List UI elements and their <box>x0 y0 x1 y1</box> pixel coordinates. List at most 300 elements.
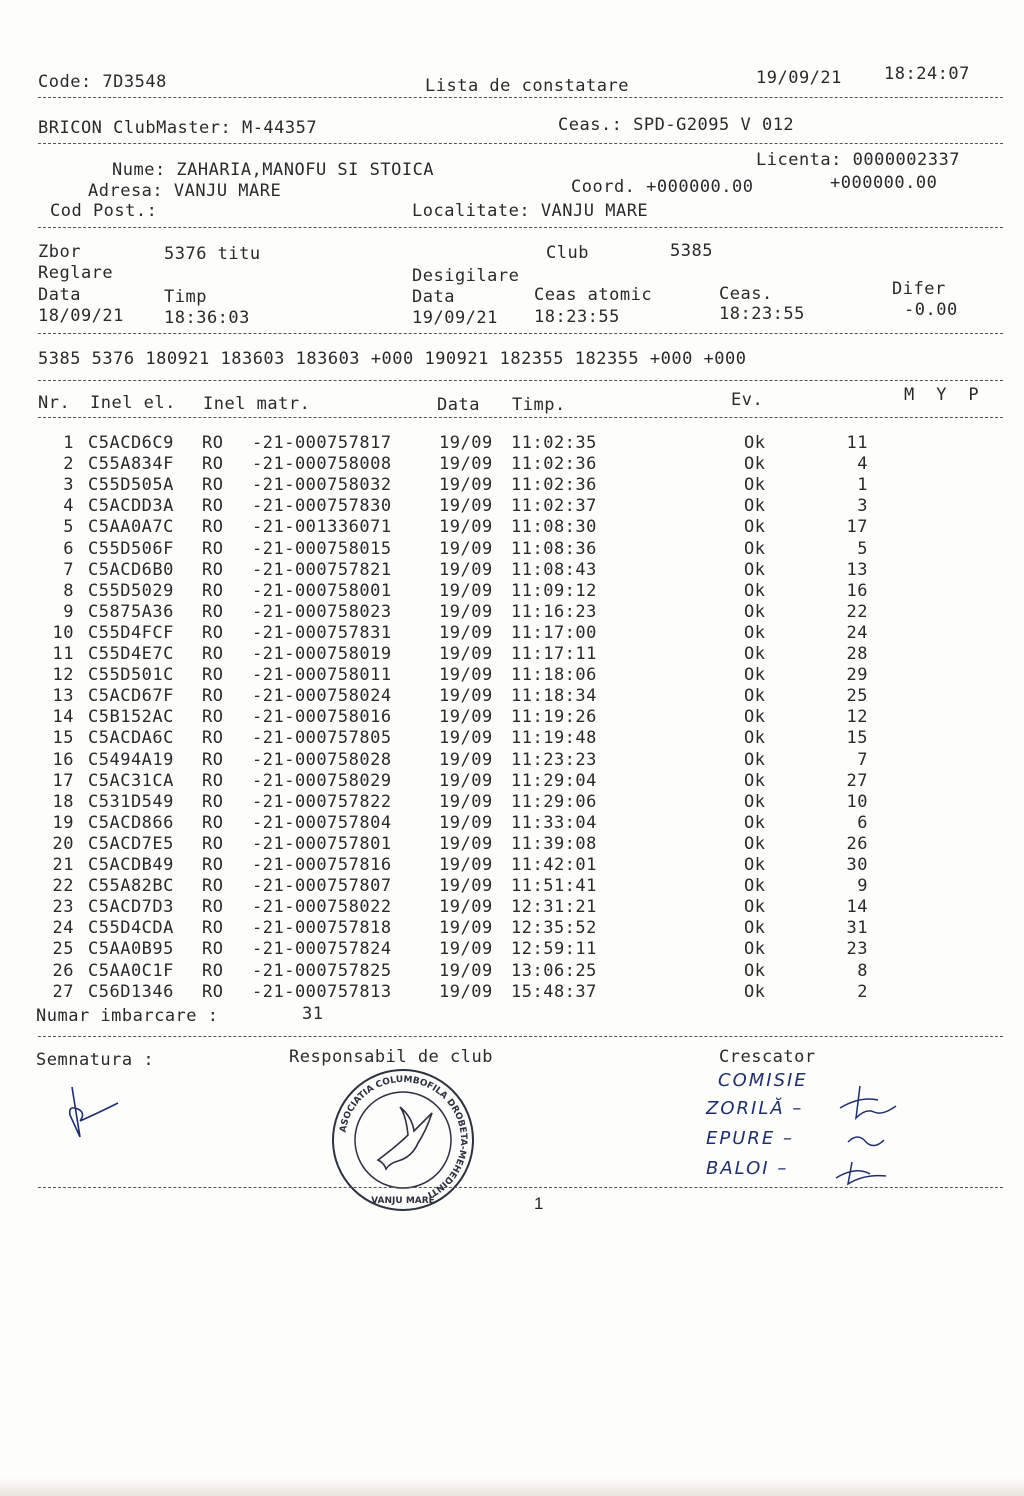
atomic-time: 18:23:55 <box>534 307 620 327</box>
divider <box>38 227 1003 228</box>
club-responsible-label: Responsabil de club <box>289 1047 493 1067</box>
table-row <box>38 961 938 982</box>
table-row <box>38 686 938 707</box>
table-cell-matr: -21-000758032 <box>252 475 392 496</box>
table-cell-matr: -21-000758001 <box>252 580 392 601</box>
table-cell-time: 11:18:34 <box>511 686 597 707</box>
difference-value: -0.00 <box>904 300 958 320</box>
divider <box>38 1187 1003 1188</box>
table-cell-matr: -21-000757805 <box>252 728 392 749</box>
table-cell-matr: -21-000757831 <box>252 622 392 643</box>
table-cell-cc: RO <box>202 601 224 622</box>
table-cell-matr: -21-000757822 <box>252 791 392 812</box>
clock-label: Ceas. <box>719 284 773 304</box>
table-cell-el: C5ACD6B0 <box>88 559 174 580</box>
table-row <box>38 750 938 771</box>
table-cell-nr: 10 <box>52 622 74 643</box>
table-cell-ev: Ok <box>744 833 766 854</box>
table-cell-time: 11:02:36 <box>511 454 597 475</box>
table-cell-ev: Ok <box>744 496 766 517</box>
table-cell-el: C5AA0C1F <box>88 960 174 981</box>
table-cell-v: 25 <box>846 686 868 707</box>
table-cell-matr: -21-000757818 <box>252 918 392 939</box>
difference-label: Difer <box>892 279 946 299</box>
table-cell-v: 12 <box>846 707 868 728</box>
table-cell-matr: -21-000758022 <box>252 897 392 918</box>
table-cell-ev: Ok <box>744 665 766 686</box>
table-cell-nr: 22 <box>52 876 74 897</box>
table-cell-cc: RO <box>202 475 224 496</box>
col-ev: Ev. <box>731 390 764 410</box>
table-cell-date: 19/09 <box>439 538 493 559</box>
table-cell-ev: Ok <box>744 770 766 791</box>
table-cell-nr: 12 <box>52 665 74 686</box>
table-cell-ev: Ok <box>744 812 766 833</box>
commission-signatures <box>830 1078 910 1188</box>
table-cell-cc: RO <box>202 707 224 728</box>
table-row <box>38 454 938 475</box>
table-cell-ev: Ok <box>744 454 766 475</box>
table-row <box>38 792 938 813</box>
document-title: Lista de constatare <box>425 76 629 96</box>
coordinates: Coord. +000000.00 <box>571 177 754 197</box>
table-row <box>38 771 938 792</box>
table-cell-v: 6 <box>857 812 868 833</box>
owner-address: Adresa: VANJU MARE <box>88 181 282 201</box>
table-cell-v: 5 <box>857 538 868 559</box>
table-cell-cc: RO <box>202 939 224 960</box>
table-cell-ev: Ok <box>744 918 766 939</box>
boarding-value: 31 <box>302 1004 324 1024</box>
table-row <box>38 939 938 960</box>
table-cell-nr: 20 <box>52 833 74 854</box>
desigilare-date-label: Data <box>412 287 455 307</box>
table-cell-time: 11:51:41 <box>511 876 597 897</box>
table-cell-ev: Ok <box>744 559 766 580</box>
table-cell-time: 12:31:21 <box>511 897 597 918</box>
table-cell-matr: -21-000757830 <box>252 496 392 517</box>
table-cell-ev: Ok <box>744 475 766 496</box>
software-id: BRICON ClubMaster: M-44357 <box>38 118 318 138</box>
col-ring-el: Inel el. <box>90 393 176 413</box>
table-cell-v: 15 <box>846 728 868 749</box>
club-value: 5385 <box>670 241 713 261</box>
table-cell-nr: 2 <box>63 454 74 475</box>
table-cell-ev: Ok <box>744 686 766 707</box>
table-row <box>38 855 938 876</box>
divider <box>38 97 1003 98</box>
table-cell-nr: 27 <box>52 981 74 1002</box>
paper-edge-shadow <box>0 1478 1024 1496</box>
owner-name: Nume: ZAHARIA,MANOFU SI STOICA <box>112 160 435 180</box>
table-row <box>38 876 938 897</box>
table-cell-date: 19/09 <box>439 517 493 538</box>
table-cell-v: 8 <box>857 960 868 981</box>
table-cell-el: C55D4FCF <box>88 622 174 643</box>
table-cell-cc: RO <box>202 749 224 770</box>
table-cell-el: C5AA0B95 <box>88 939 174 960</box>
table-cell-ev: Ok <box>744 791 766 812</box>
table-cell-matr: -21-000757825 <box>252 960 392 981</box>
table-cell-time: 11:08:43 <box>511 559 597 580</box>
table-cell-date: 19/09 <box>439 559 493 580</box>
table-cell-ev: Ok <box>744 897 766 918</box>
table-cell-nr: 17 <box>52 770 74 791</box>
table-cell-el: C5AC31CA <box>88 770 174 791</box>
table-cell-time: 11:02:37 <box>511 496 597 517</box>
table-cell-cc: RO <box>202 433 224 453</box>
table-row <box>38 813 938 834</box>
table-cell-cc: RO <box>202 559 224 580</box>
table-cell-ev: Ok <box>744 517 766 538</box>
table-cell-v: 16 <box>846 580 868 601</box>
table-cell-el: C5B152AC <box>88 707 174 728</box>
table-cell-date: 19/09 <box>439 918 493 939</box>
table-cell-cc: RO <box>202 454 224 475</box>
table-cell-ev: Ok <box>744 622 766 643</box>
table-cell-date: 19/09 <box>439 686 493 707</box>
stamp-text: ASOCIATIA COLUMBOFILA DROBETA-MEHEDINTI <box>338 1074 469 1200</box>
table-cell-matr: -21-000758011 <box>252 665 392 686</box>
flight-label: Zbor <box>38 242 81 262</box>
table-row <box>38 834 938 855</box>
table-cell-matr: -21-000757813 <box>252 981 392 1002</box>
table-cell-ev: Ok <box>744 538 766 559</box>
table-row <box>38 560 938 581</box>
table-cell-time: 11:16:23 <box>511 601 597 622</box>
table-cell-nr: 4 <box>63 496 74 517</box>
table-cell-date: 19/09 <box>439 791 493 812</box>
table-cell-time: 11:33:04 <box>511 812 597 833</box>
table-cell-v: 22 <box>846 601 868 622</box>
table-cell-el: C55A82BC <box>88 876 174 897</box>
stamp-city: VANJU MARE <box>371 1196 435 1206</box>
table-cell-nr: 6 <box>63 538 74 559</box>
table-cell-v: 9 <box>857 876 868 897</box>
table-row <box>38 665 938 686</box>
table-cell-cc: RO <box>202 812 224 833</box>
table-cell-nr: 7 <box>63 559 74 580</box>
licence-number: Licenta: 0000002337 <box>756 150 960 170</box>
table-cell-time: 11:09:12 <box>511 580 597 601</box>
table-cell-v: 3 <box>857 496 868 517</box>
divider <box>38 143 1003 144</box>
table-cell-matr: -21-001336071 <box>252 517 392 538</box>
commission-member-1: ZORILĂ – <box>706 1098 804 1119</box>
table-cell-el: C5494A19 <box>88 749 174 770</box>
table-cell-date: 19/09 <box>439 728 493 749</box>
table-cell-el: C5875A36 <box>88 601 174 622</box>
table-cell-el: C531D549 <box>88 791 174 812</box>
table-row <box>38 982 938 1003</box>
table-cell-nr: 18 <box>52 791 74 812</box>
table-cell-v: 23 <box>846 939 868 960</box>
locality: Localitate: VANJU MARE <box>412 201 649 221</box>
reglare-date: 18/09/21 <box>38 306 124 326</box>
table-cell-time: 11:23:23 <box>511 749 597 770</box>
signature-label: Semnatura : <box>36 1050 155 1070</box>
table-cell-nr: 1 <box>63 433 74 453</box>
table-cell-matr: -21-000757807 <box>252 876 392 897</box>
table-cell-ev: Ok <box>744 749 766 770</box>
table-cell-time: 11:08:30 <box>511 517 597 538</box>
table-cell-el: C55D5029 <box>88 580 174 601</box>
table-cell-nr: 26 <box>52 960 74 981</box>
table-cell-matr: -21-000758024 <box>252 686 392 707</box>
table-cell-el: C55A834F <box>88 454 174 475</box>
reglare-time: 18:36:03 <box>164 308 250 328</box>
document-code: Code: 7D3548 <box>38 72 167 92</box>
table-cell-ev: Ok <box>744 728 766 749</box>
table-cell-cc: RO <box>202 686 224 707</box>
print-time: 18:24:07 <box>884 64 970 84</box>
table-cell-nr: 13 <box>52 686 74 707</box>
table-cell-matr: -21-000757821 <box>252 559 392 580</box>
table-cell-el: C5ACD67F <box>88 686 174 707</box>
table-cell-v: 30 <box>846 855 868 875</box>
table-cell-ev: Ok <box>744 939 766 960</box>
reglare-label: Reglare <box>38 263 114 283</box>
table-row <box>38 539 938 560</box>
commission-title: COMISIE <box>718 1070 808 1091</box>
table-cell-ev: Ok <box>744 580 766 601</box>
col-date: Data <box>437 395 480 415</box>
table-cell-v: 24 <box>846 622 868 643</box>
table-row <box>38 475 938 496</box>
table-cell-cc: RO <box>202 644 224 664</box>
table-cell-cc: RO <box>202 897 224 918</box>
commission-member-2: EPURE – <box>706 1128 795 1149</box>
table-row <box>38 918 938 939</box>
table-cell-v: 13 <box>846 559 868 580</box>
table-cell-v: 7 <box>857 749 868 770</box>
table-cell-date: 19/09 <box>439 876 493 897</box>
table-cell-matr: -21-000758016 <box>252 707 392 728</box>
table-cell-cc: RO <box>202 728 224 749</box>
col-ring-matr: Inel matr. <box>203 394 311 414</box>
table-cell-nr: 25 <box>52 939 74 960</box>
reglare-date-label: Data <box>38 285 81 305</box>
print-date: 19/09/21 <box>756 68 842 88</box>
table-cell-cc: RO <box>202 876 224 897</box>
page-number: 1 <box>534 1194 544 1213</box>
table-cell-el: C55D501C <box>88 665 174 686</box>
table-cell-v: 4 <box>857 454 868 475</box>
table-cell-matr: -21-000757817 <box>252 433 392 453</box>
table-cell-el: C5ACDD3A <box>88 496 174 517</box>
commission-member-3: BALOI – <box>706 1158 789 1179</box>
table-cell-matr: -21-000758029 <box>252 770 392 791</box>
table-cell-v: 10 <box>846 791 868 812</box>
table-cell-date: 19/09 <box>439 770 493 791</box>
table-cell-v: 31 <box>846 918 868 939</box>
table-cell-matr: -21-000758008 <box>252 454 392 475</box>
table-cell-nr: 9 <box>63 601 74 622</box>
table-cell-cc: RO <box>202 580 224 601</box>
table-cell-time: 11:08:36 <box>511 538 597 559</box>
table-row <box>38 602 938 623</box>
table-cell-time: 11:17:11 <box>511 644 597 664</box>
table-cell-cc: RO <box>202 791 224 812</box>
table-cell-matr: -21-000757816 <box>252 855 392 875</box>
table-cell-v: 14 <box>846 897 868 918</box>
table-cell-el: C5ACD7D3 <box>88 897 174 918</box>
table-row <box>38 707 938 728</box>
table-cell-matr: -21-000758019 <box>252 644 392 664</box>
table-cell-cc: RO <box>202 517 224 538</box>
table-cell-time: 11:29:04 <box>511 770 597 791</box>
table-cell-date: 19/09 <box>439 939 493 960</box>
reglare-time-label: Timp <box>164 287 207 307</box>
table-cell-el: C5ACD7E5 <box>88 833 174 854</box>
col-time: Timp. <box>512 395 566 415</box>
table-cell-v: 28 <box>846 644 868 664</box>
table-cell-el: C56D1346 <box>88 981 174 1002</box>
club-stamp <box>328 1065 478 1215</box>
clock-time: 18:23:55 <box>719 304 805 324</box>
table-cell-time: 11:18:06 <box>511 665 597 686</box>
table-cell-nr: 21 <box>52 855 74 875</box>
table-cell-date: 19/09 <box>439 601 493 622</box>
table-cell-date: 19/09 <box>439 496 493 517</box>
table-cell-nr: 11 <box>52 644 74 664</box>
flight-value: 5376 titu <box>164 244 261 264</box>
signature-scribble <box>50 1075 130 1145</box>
table-cell-time: 11:39:08 <box>511 833 597 854</box>
divider <box>38 380 1003 381</box>
table-cell-ev: Ok <box>744 644 766 664</box>
table-cell-nr: 23 <box>52 897 74 918</box>
table-cell-date: 19/09 <box>439 454 493 475</box>
table-row <box>38 433 938 454</box>
table-cell-el: C55D4CDA <box>88 918 174 939</box>
table-cell-date: 19/09 <box>439 580 493 601</box>
table-cell-el: C55D505A <box>88 475 174 496</box>
flight-code-line: 5385 5376 180921 183603 183603 +000 190921 182355 182355 +000 +000 <box>38 349 747 369</box>
atomic-clock-label: Ceas atomic <box>534 285 653 305</box>
desigilare-label: Desigilare <box>412 266 520 286</box>
table-cell-v: 11 <box>846 433 868 453</box>
boarding-label: Numar imbarcare : <box>36 1006 219 1026</box>
table-cell-date: 19/09 <box>439 475 493 496</box>
table-cell-v: 26 <box>846 833 868 854</box>
table-cell-ev: Ok <box>744 601 766 622</box>
table-cell-v: 17 <box>846 517 868 538</box>
table-cell-time: 13:06:25 <box>511 960 597 981</box>
col-myp: M Y P <box>904 385 980 405</box>
table-cell-matr: -21-000758028 <box>252 749 392 770</box>
table-cell-date: 19/09 <box>439 897 493 918</box>
dove-icon <box>378 1107 432 1169</box>
table-cell-matr: -21-000757804 <box>252 812 392 833</box>
table-cell-matr: -21-000757801 <box>252 833 392 854</box>
table-cell-date: 19/09 <box>439 749 493 770</box>
table-cell-v: 27 <box>846 770 868 791</box>
table-cell-matr: -21-000758023 <box>252 601 392 622</box>
table-cell-nr: 15 <box>52 728 74 749</box>
table-row <box>38 897 938 918</box>
coordinates-2: +000000.00 <box>830 173 938 193</box>
table-cell-v: 1 <box>857 475 868 496</box>
table-cell-el: C5ACD866 <box>88 812 174 833</box>
table-cell-nr: 5 <box>63 517 74 538</box>
table-cell-matr: -21-000757824 <box>252 939 392 960</box>
table-cell-date: 19/09 <box>439 981 493 1002</box>
table-cell-nr: 3 <box>63 475 74 496</box>
table-row <box>38 728 938 749</box>
table-row <box>38 581 938 602</box>
table-cell-nr: 8 <box>63 580 74 601</box>
table-cell-time: 11:19:26 <box>511 707 597 728</box>
table-row <box>38 644 938 665</box>
table-cell-time: 11:29:06 <box>511 791 597 812</box>
table-cell-nr: 16 <box>52 749 74 770</box>
table-cell-el: C5ACDA6C <box>88 728 174 749</box>
table-cell-el: C5ACDB49 <box>88 855 174 875</box>
table-cell-ev: Ok <box>744 960 766 981</box>
table-cell-date: 19/09 <box>439 833 493 854</box>
club-label: Club <box>546 243 589 263</box>
table-cell-time: 12:59:11 <box>511 939 597 960</box>
table-cell-el: C55D4E7C <box>88 644 174 664</box>
table-cell-time: 11:02:36 <box>511 475 597 496</box>
divider <box>38 333 1003 334</box>
table-cell-cc: RO <box>202 833 224 854</box>
table-cell-cc: RO <box>202 960 224 981</box>
table-cell-cc: RO <box>202 538 224 559</box>
table-cell-time: 11:02:35 <box>511 433 597 453</box>
col-nr: Nr. <box>38 393 71 413</box>
clock-id: Ceas.: SPD-G2095 V 012 <box>558 115 795 135</box>
table-cell-v: 2 <box>857 981 868 1002</box>
table-row <box>38 496 938 517</box>
table-cell-time: 12:35:52 <box>511 918 597 939</box>
table-row <box>38 517 938 538</box>
table-cell-cc: RO <box>202 981 224 1002</box>
table-cell-date: 19/09 <box>439 960 493 981</box>
table-cell-el: C5ACD6C9 <box>88 433 174 453</box>
table-cell-date: 19/09 <box>439 707 493 728</box>
desigilare-date: 19/09/21 <box>412 308 498 328</box>
breeder-label: Crescator <box>719 1047 816 1067</box>
table-cell-cc: RO <box>202 622 224 643</box>
table-cell-date: 19/09 <box>439 622 493 643</box>
table-cell-el: C5AA0A7C <box>88 517 174 538</box>
table-cell-nr: 24 <box>52 918 74 939</box>
table-row <box>38 623 938 644</box>
postal-code: Cod Post.: <box>50 201 158 221</box>
table-cell-cc: RO <box>202 855 224 875</box>
table-cell-date: 19/09 <box>439 812 493 833</box>
table-cell-date: 19/09 <box>439 855 493 875</box>
table-cell-matr: -21-000758015 <box>252 538 392 559</box>
table-cell-v: 29 <box>846 665 868 686</box>
table-cell-ev: Ok <box>744 433 766 453</box>
table-cell-ev: Ok <box>744 981 766 1002</box>
table-cell-cc: RO <box>202 770 224 791</box>
table-cell-nr: 19 <box>52 812 74 833</box>
table-cell-cc: RO <box>202 496 224 517</box>
table-cell-ev: Ok <box>744 707 766 728</box>
divider <box>38 1036 1003 1037</box>
table-cell-el: C55D506F <box>88 538 174 559</box>
table-cell-cc: RO <box>202 918 224 939</box>
divider <box>38 417 1003 418</box>
table-cell-time: 11:17:00 <box>511 622 597 643</box>
table-cell-date: 19/09 <box>439 644 493 664</box>
table-cell-nr: 14 <box>52 707 74 728</box>
table-cell-time: 11:42:01 <box>511 855 597 875</box>
